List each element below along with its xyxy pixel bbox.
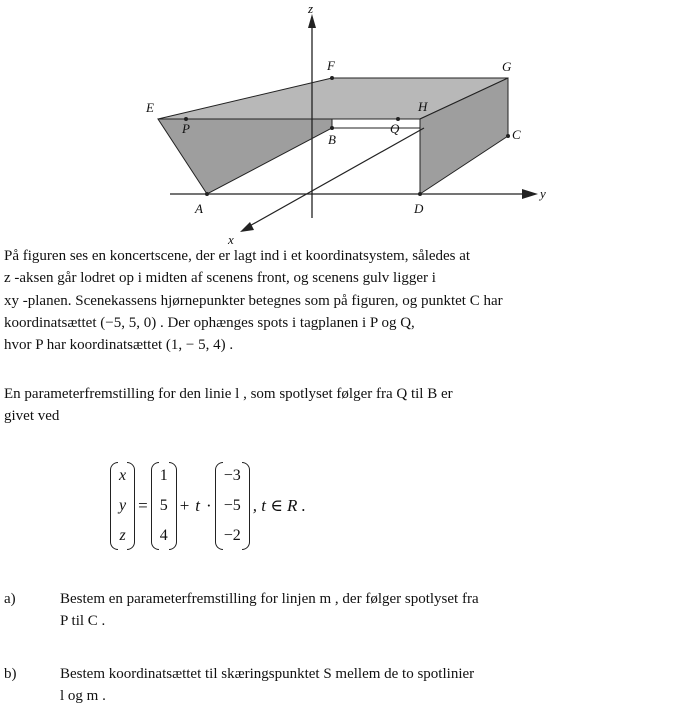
equals-sign: = [138, 496, 148, 515]
label-H: H [418, 99, 428, 114]
param-t: t [195, 496, 201, 515]
label-y: y [540, 186, 546, 201]
stage-figure [0, 0, 696, 245]
question-a-number: a) [4, 591, 16, 607]
lhs-vector: x y z [110, 462, 135, 550]
label-E: E [146, 100, 154, 115]
param-domain: , t ∈ R . [252, 496, 306, 515]
x-axis-arrow [240, 222, 254, 232]
label-z: z [308, 1, 314, 16]
question-a-text: Bestem en parameterfremstilling for linjen m , der følger spotlyset fra P til C . [60, 591, 479, 629]
label-F: F [327, 58, 335, 73]
label-C: C [512, 127, 521, 142]
z-axis-arrow [308, 14, 316, 28]
parametric-equation [110, 460, 309, 552]
plus-sign: + [179, 496, 190, 515]
label-A: A [195, 201, 203, 216]
label-x: x [228, 232, 234, 245]
label-B: B [328, 132, 336, 147]
label-D: D [414, 201, 424, 216]
y-axis-arrow [522, 189, 538, 199]
direction-vector: −3 −5 −2 [215, 462, 250, 550]
label-G: G [502, 59, 512, 74]
label-P: P [182, 121, 190, 136]
question-b-number: b) [4, 666, 17, 682]
point-vector: 1 5 4 [151, 462, 177, 550]
line-intro: En parameterfremstilling for den linie l , som spotlyset følger fra Q til B er givet ved [4, 386, 453, 424]
label-Q: Q [390, 121, 400, 136]
problem-description: På figuren ses en koncertscene, der er lagt ind i et koordinatsystem, således at z -aksen går lodret op i midten af scenens front, og scenens gulv ligger i xy -planen. Scenekassens hjørnepunkter betegnes som på figuren, og punktet C har koordinatsættet (−5, 5, 0) . Der ophænges spots i tagplanen i P og Q, hvor P har koordinatsættet (1, − 5, 4) . [4, 248, 503, 354]
question-b-text: Bestem koordinatsættet til skæringspunktet S mellem de to spotlinier l og m . [60, 666, 475, 704]
dot-sign: · [206, 496, 212, 515]
